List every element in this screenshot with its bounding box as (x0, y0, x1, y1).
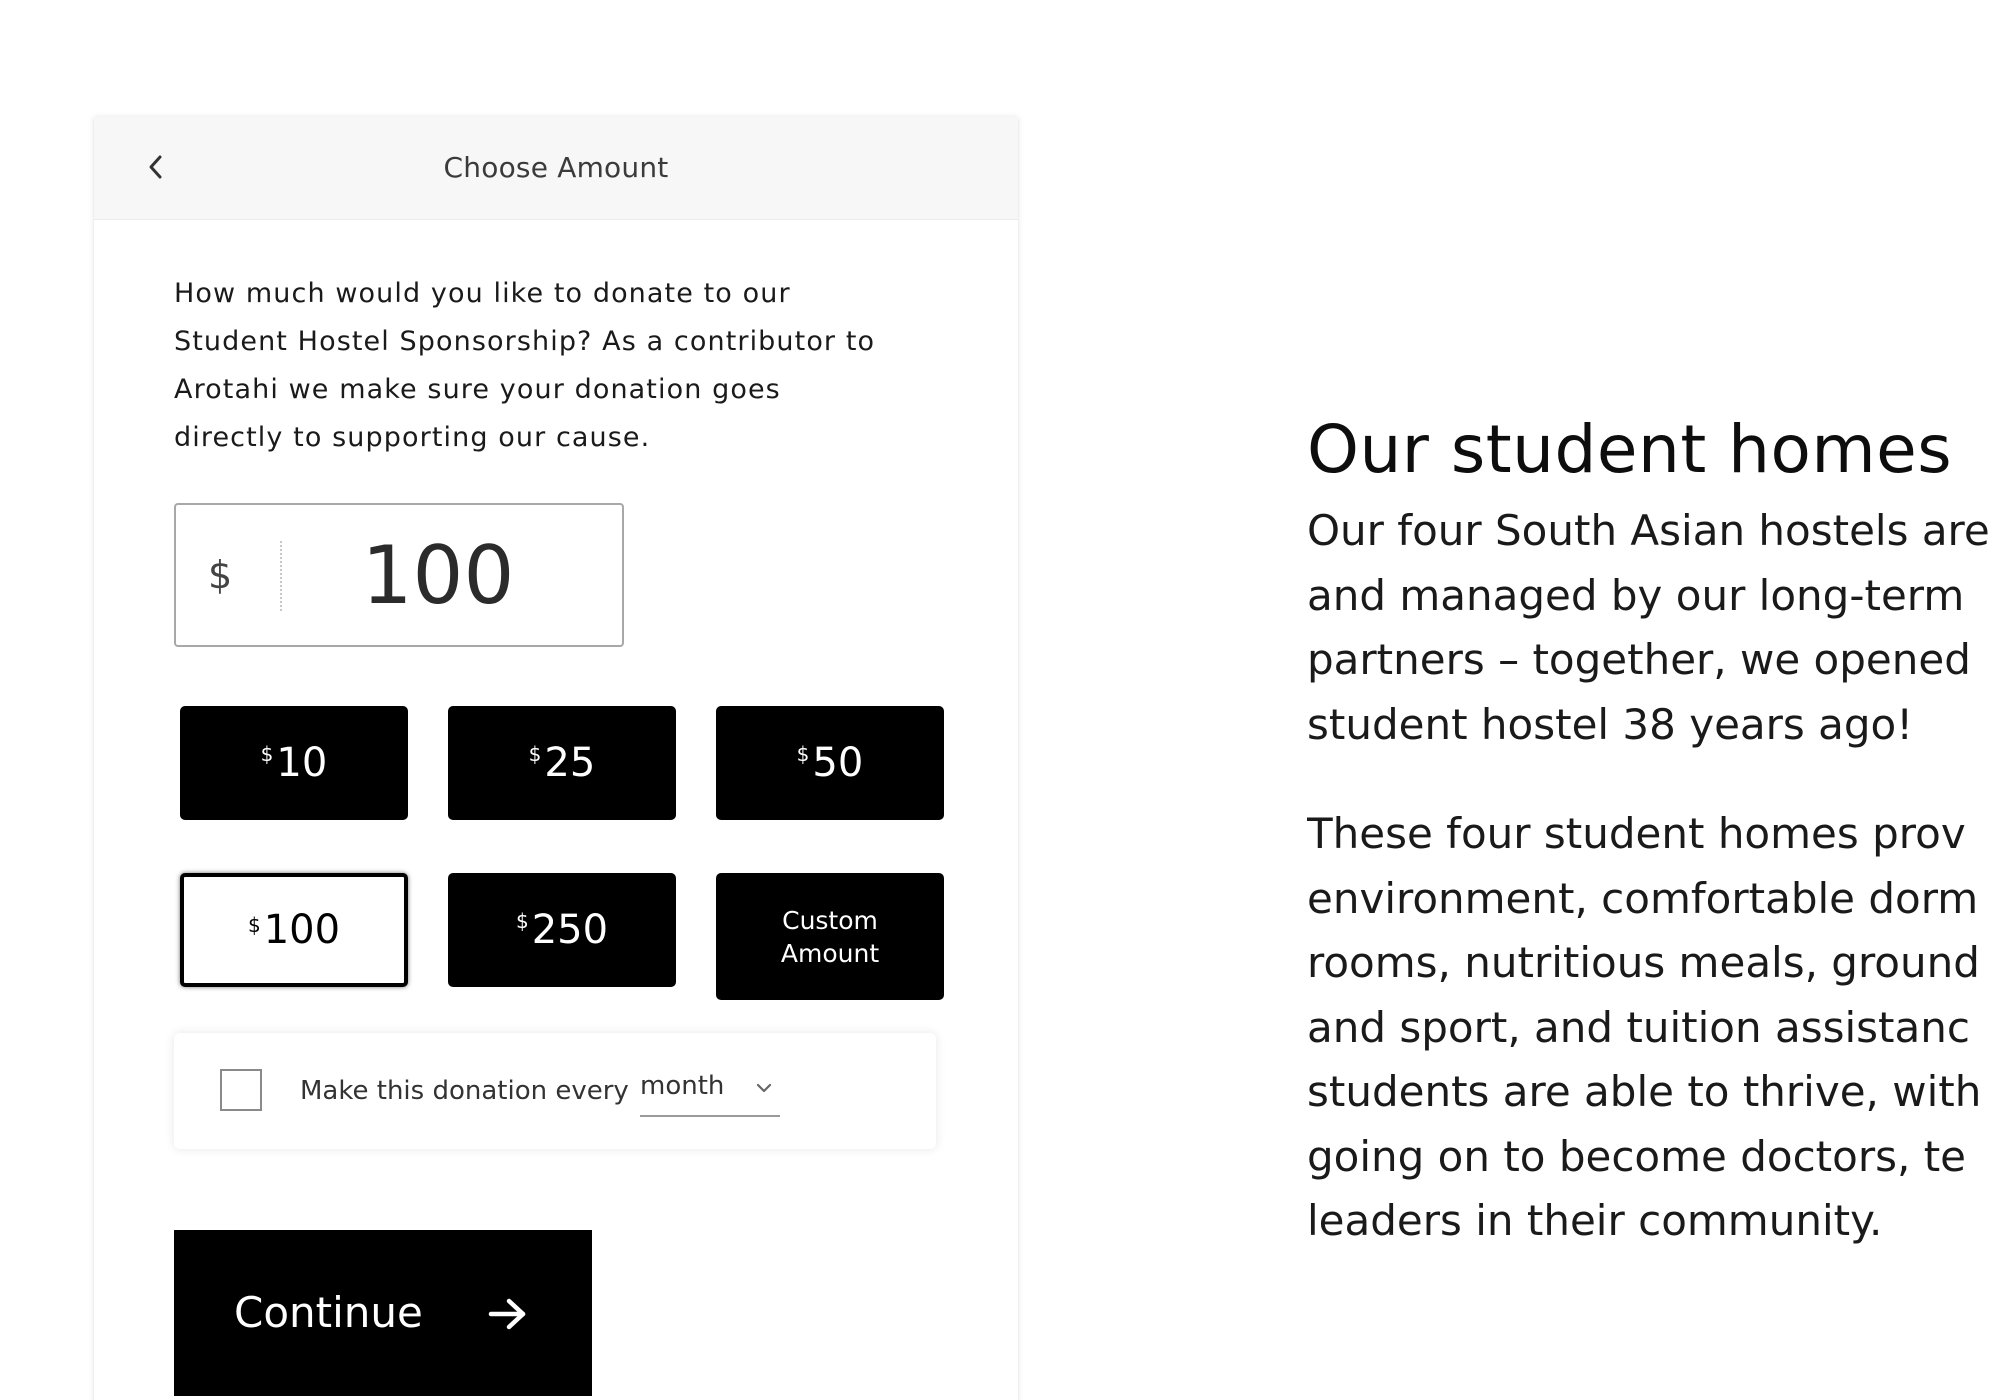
paragraph-line: leaders in their community. (1307, 1196, 1883, 1245)
preset-currency: $ (515, 909, 529, 933)
paragraph-line: going on to become doctors, te (1307, 1131, 1966, 1181)
preset-value: 100 (263, 907, 341, 953)
donation-widget (94, 117, 1018, 1400)
amount-input[interactable] (288, 505, 588, 645)
preset-currency: $ (528, 742, 542, 766)
preset-value: 50 (812, 740, 864, 786)
header-title: Choose Amount (443, 151, 669, 184)
continue-button[interactable] (174, 1230, 592, 1396)
paragraph-line: Our four South Asian hostels are (1307, 506, 1990, 555)
student-homes-section (1307, 405, 2000, 1254)
preset-250-button[interactable] (448, 873, 676, 987)
preset-value: 250 (531, 907, 609, 953)
paragraph-line: rooms, nutritious meals, ground (1307, 938, 1980, 987)
continue-label: Continue (234, 1288, 423, 1337)
paragraph-line: These four student homes prov (1307, 809, 1966, 858)
custom-amount-label: Amount (780, 938, 880, 968)
preset-currency: $ (247, 913, 261, 937)
preset-50-button[interactable] (716, 706, 944, 820)
paragraph-line: and managed by our long-term (1307, 570, 1965, 620)
custom-amount-label: Custom (782, 905, 878, 935)
chevron-down-icon (754, 1081, 774, 1095)
intro-line: How much would you like to donate to our (174, 278, 791, 309)
widget-header (94, 117, 1018, 220)
recurring-label: Make this donation every (300, 1076, 629, 1106)
intro-line: directly to supporting our cause. (174, 422, 651, 453)
paragraph-line: students are able to thrive, with (1307, 1067, 1982, 1116)
amount-divider (280, 541, 282, 611)
paragraph-2 (1307, 802, 2000, 1254)
preset-100-button[interactable] (180, 873, 408, 987)
custom-amount-button[interactable] (716, 873, 944, 1000)
intro-text (174, 270, 954, 462)
preset-currency: $ (796, 742, 810, 766)
paragraph-line: student hostel 38 years ago! (1307, 699, 1914, 749)
paragraph-line: and sport, and tuition assistanc (1307, 1002, 1970, 1052)
recurring-donation-panel (174, 1033, 936, 1149)
arrow-right-icon (488, 1296, 528, 1332)
preset-value: 10 (276, 740, 328, 786)
preset-10-button[interactable] (180, 706, 408, 820)
paragraph-line: environment, comfortable dorm (1307, 873, 1979, 923)
amount-field (174, 503, 624, 647)
intro-line: Student Hostel Sponsorship? As a contributor to (174, 326, 876, 357)
intro-line: Arotahi we make sure your donation goes (174, 374, 781, 405)
frequency-value: month (640, 1071, 725, 1101)
preset-currency: $ (260, 742, 274, 766)
currency-symbol: $ (208, 553, 233, 597)
recurring-checkbox[interactable] (220, 1069, 262, 1111)
frequency-select[interactable] (640, 1067, 780, 1117)
preset-25-button[interactable] (448, 706, 676, 820)
paragraph-1 (1307, 499, 2000, 757)
preset-value: 25 (544, 740, 596, 786)
section-heading: Our student homes (1307, 411, 1953, 488)
paragraph-line: partners – together, we opened (1307, 635, 1971, 684)
